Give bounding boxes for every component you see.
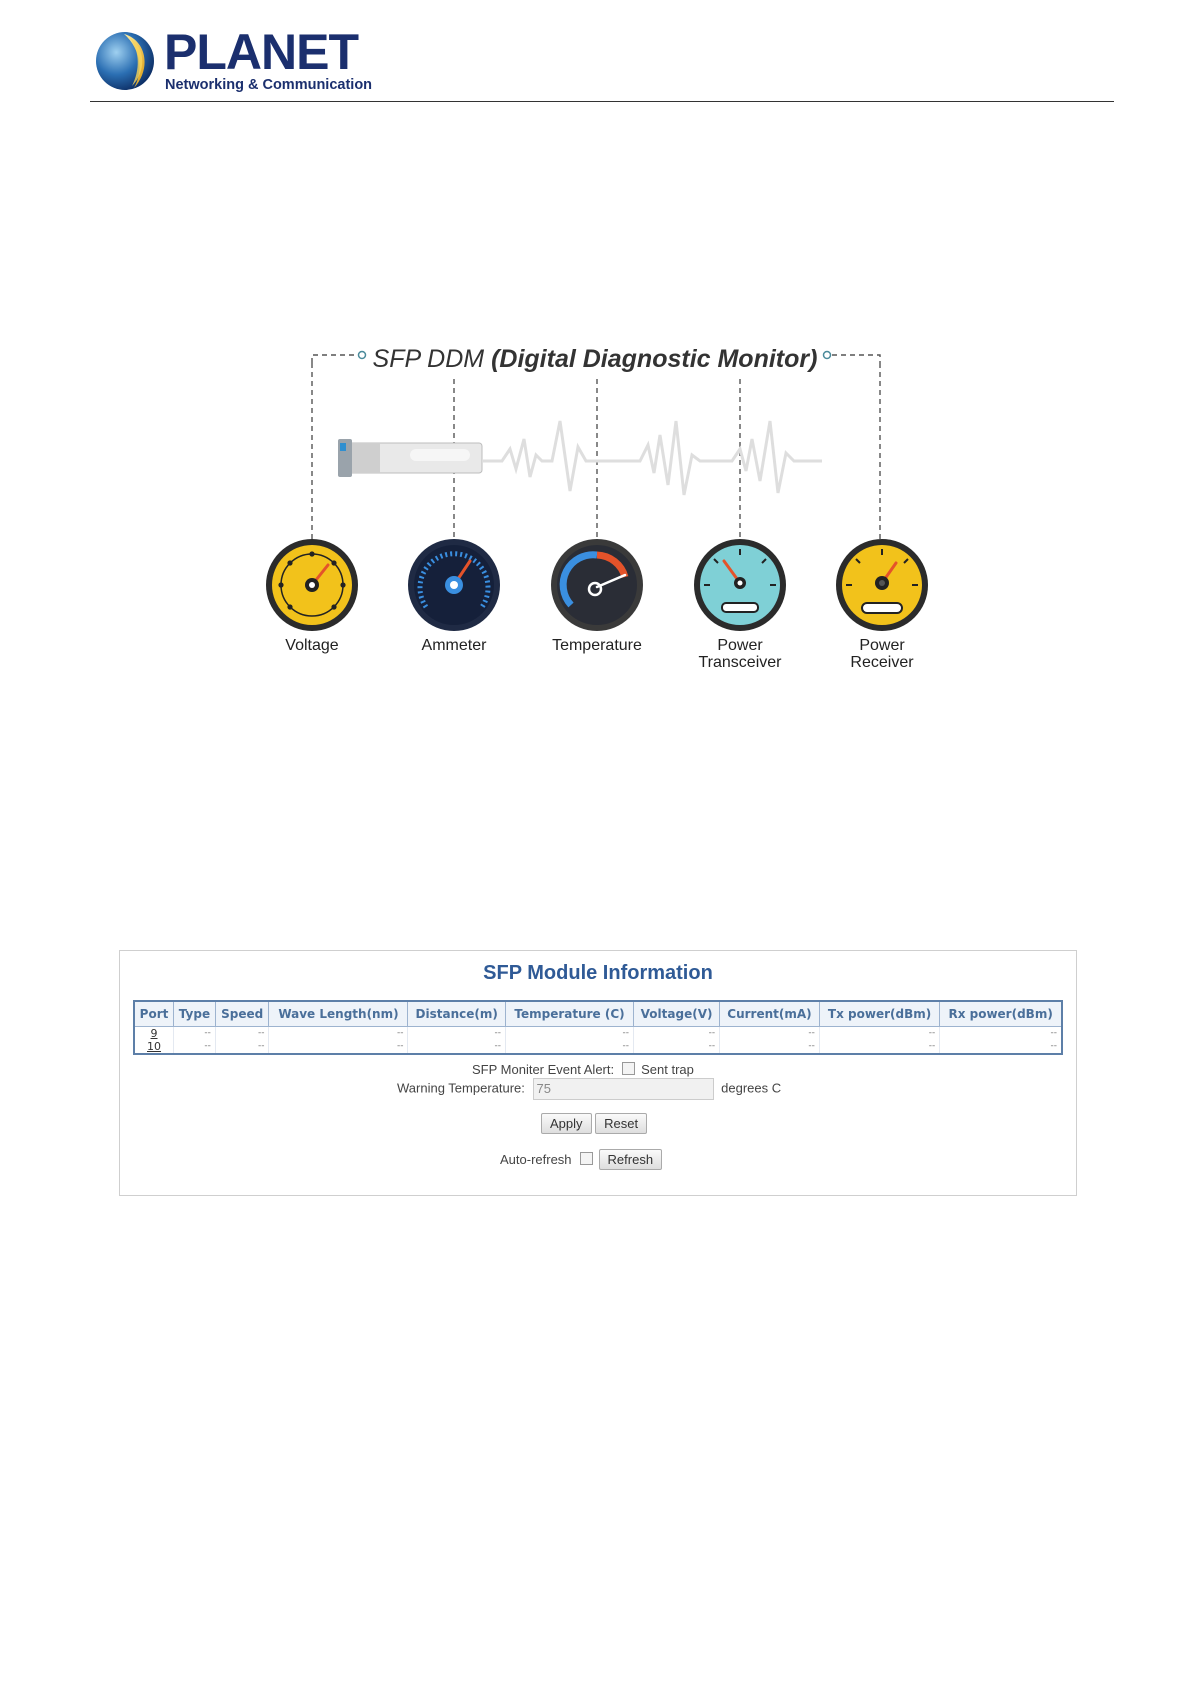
apply-reset-row bbox=[541, 1113, 647, 1134]
gauge-label-line2: Receiver bbox=[850, 654, 914, 671]
col-current: Current(mA) bbox=[720, 1001, 820, 1027]
gauge-label: Ammeter bbox=[421, 637, 487, 654]
sfp-module-panel bbox=[119, 950, 1077, 1196]
power-transceiver-gauge-icon bbox=[692, 537, 788, 633]
event-alert-row bbox=[472, 1062, 694, 1077]
cell-distance: -- bbox=[408, 1040, 506, 1054]
cell-rx-power: -- bbox=[940, 1027, 1062, 1041]
col-port: Port bbox=[134, 1001, 174, 1027]
gauge-label: Voltage bbox=[285, 637, 339, 654]
warning-temp-row bbox=[397, 1078, 781, 1100]
ddm-title-paren-open: ( bbox=[491, 345, 500, 373]
cell-distance: -- bbox=[408, 1027, 506, 1041]
gauge-label-line1: Power bbox=[717, 637, 763, 654]
gauge-temperature bbox=[547, 537, 647, 654]
gauge-power-transceiver bbox=[690, 537, 790, 671]
cell-voltage: -- bbox=[634, 1040, 720, 1054]
col-wave-length: Wave Length(nm) bbox=[269, 1001, 408, 1027]
gauge-voltage bbox=[262, 537, 362, 654]
event-alert-label: SFP Moniter Event Alert: bbox=[472, 1062, 615, 1077]
col-rx-power: Rx power(dBm) bbox=[940, 1001, 1062, 1027]
voltage-gauge-icon bbox=[264, 537, 360, 633]
sfp-ddm-diagram bbox=[240, 335, 950, 705]
col-type: Type bbox=[174, 1001, 216, 1027]
page-header bbox=[90, 26, 1114, 106]
power-receiver-gauge-icon bbox=[834, 537, 930, 633]
col-voltage: Voltage(V) bbox=[634, 1001, 720, 1027]
cell-type: -- bbox=[174, 1027, 216, 1041]
col-temperature: Temperature (C) bbox=[505, 1001, 633, 1027]
auto-refresh-checkbox[interactable] bbox=[580, 1152, 593, 1165]
warning-temp-label: Warning Temperature: bbox=[397, 1080, 525, 1096]
cell-type: -- bbox=[174, 1040, 216, 1054]
cell-speed: -- bbox=[215, 1040, 269, 1054]
sent-trap-label: Sent trap bbox=[641, 1062, 694, 1077]
signal-wave bbox=[482, 421, 822, 495]
cell-tx-power: -- bbox=[819, 1027, 939, 1041]
cell-wave-length: -- bbox=[269, 1040, 408, 1054]
sfp-module-illustration bbox=[338, 439, 482, 477]
port-link[interactable]: 9 bbox=[134, 1027, 174, 1041]
warning-temp-input[interactable]: 75 bbox=[533, 1078, 714, 1100]
gauge-ammeter bbox=[404, 537, 504, 654]
col-speed: Speed bbox=[215, 1001, 269, 1027]
auto-refresh-label: Auto-refresh bbox=[500, 1152, 572, 1167]
table-row bbox=[134, 1040, 1062, 1054]
port-link[interactable]: 10 bbox=[134, 1040, 174, 1054]
planet-globe-logo bbox=[94, 30, 156, 92]
cell-current: -- bbox=[720, 1027, 820, 1041]
brand-name: PLANET bbox=[164, 24, 358, 80]
ddm-title-prefix: SFP DDM bbox=[372, 345, 485, 373]
col-distance: Distance(m) bbox=[408, 1001, 506, 1027]
col-tx-power: Tx power(dBm) bbox=[819, 1001, 939, 1027]
cell-speed: -- bbox=[215, 1027, 269, 1041]
table-header-row bbox=[134, 1001, 1062, 1027]
cell-current: -- bbox=[720, 1040, 820, 1054]
panel-title: SFP Module Information bbox=[483, 962, 713, 984]
refresh-button[interactable]: Refresh bbox=[599, 1149, 663, 1170]
cell-voltage: -- bbox=[634, 1027, 720, 1041]
ddm-title-bold: Digital Diagnostic Monitor bbox=[499, 345, 810, 373]
table-row bbox=[134, 1027, 1062, 1041]
sent-trap-checkbox[interactable] bbox=[622, 1062, 635, 1075]
degrees-label: degrees C bbox=[721, 1080, 782, 1096]
sfp-module-table bbox=[133, 1000, 1063, 1055]
apply-button[interactable]: Apply bbox=[541, 1113, 592, 1134]
cell-temperature: -- bbox=[505, 1027, 633, 1041]
ddm-title bbox=[240, 345, 950, 374]
auto-refresh-row bbox=[500, 1149, 662, 1170]
cell-rx-power: -- bbox=[940, 1040, 1062, 1054]
cell-temperature: -- bbox=[505, 1040, 633, 1054]
gauge-power-receiver bbox=[832, 537, 932, 671]
ddm-title-paren-close: ) bbox=[809, 345, 818, 373]
gauge-label-line1: Power bbox=[859, 637, 905, 654]
cell-wave-length: -- bbox=[269, 1027, 408, 1041]
gauge-label: Temperature bbox=[552, 637, 642, 654]
gauge-label-line2: Transceiver bbox=[698, 654, 782, 671]
brand-tagline: Networking & Communication bbox=[165, 77, 373, 93]
ammeter-gauge-icon bbox=[406, 537, 502, 633]
cell-tx-power: -- bbox=[819, 1040, 939, 1054]
reset-button[interactable]: Reset bbox=[595, 1113, 647, 1134]
header-divider bbox=[90, 101, 1114, 102]
temperature-gauge-icon bbox=[549, 537, 645, 633]
